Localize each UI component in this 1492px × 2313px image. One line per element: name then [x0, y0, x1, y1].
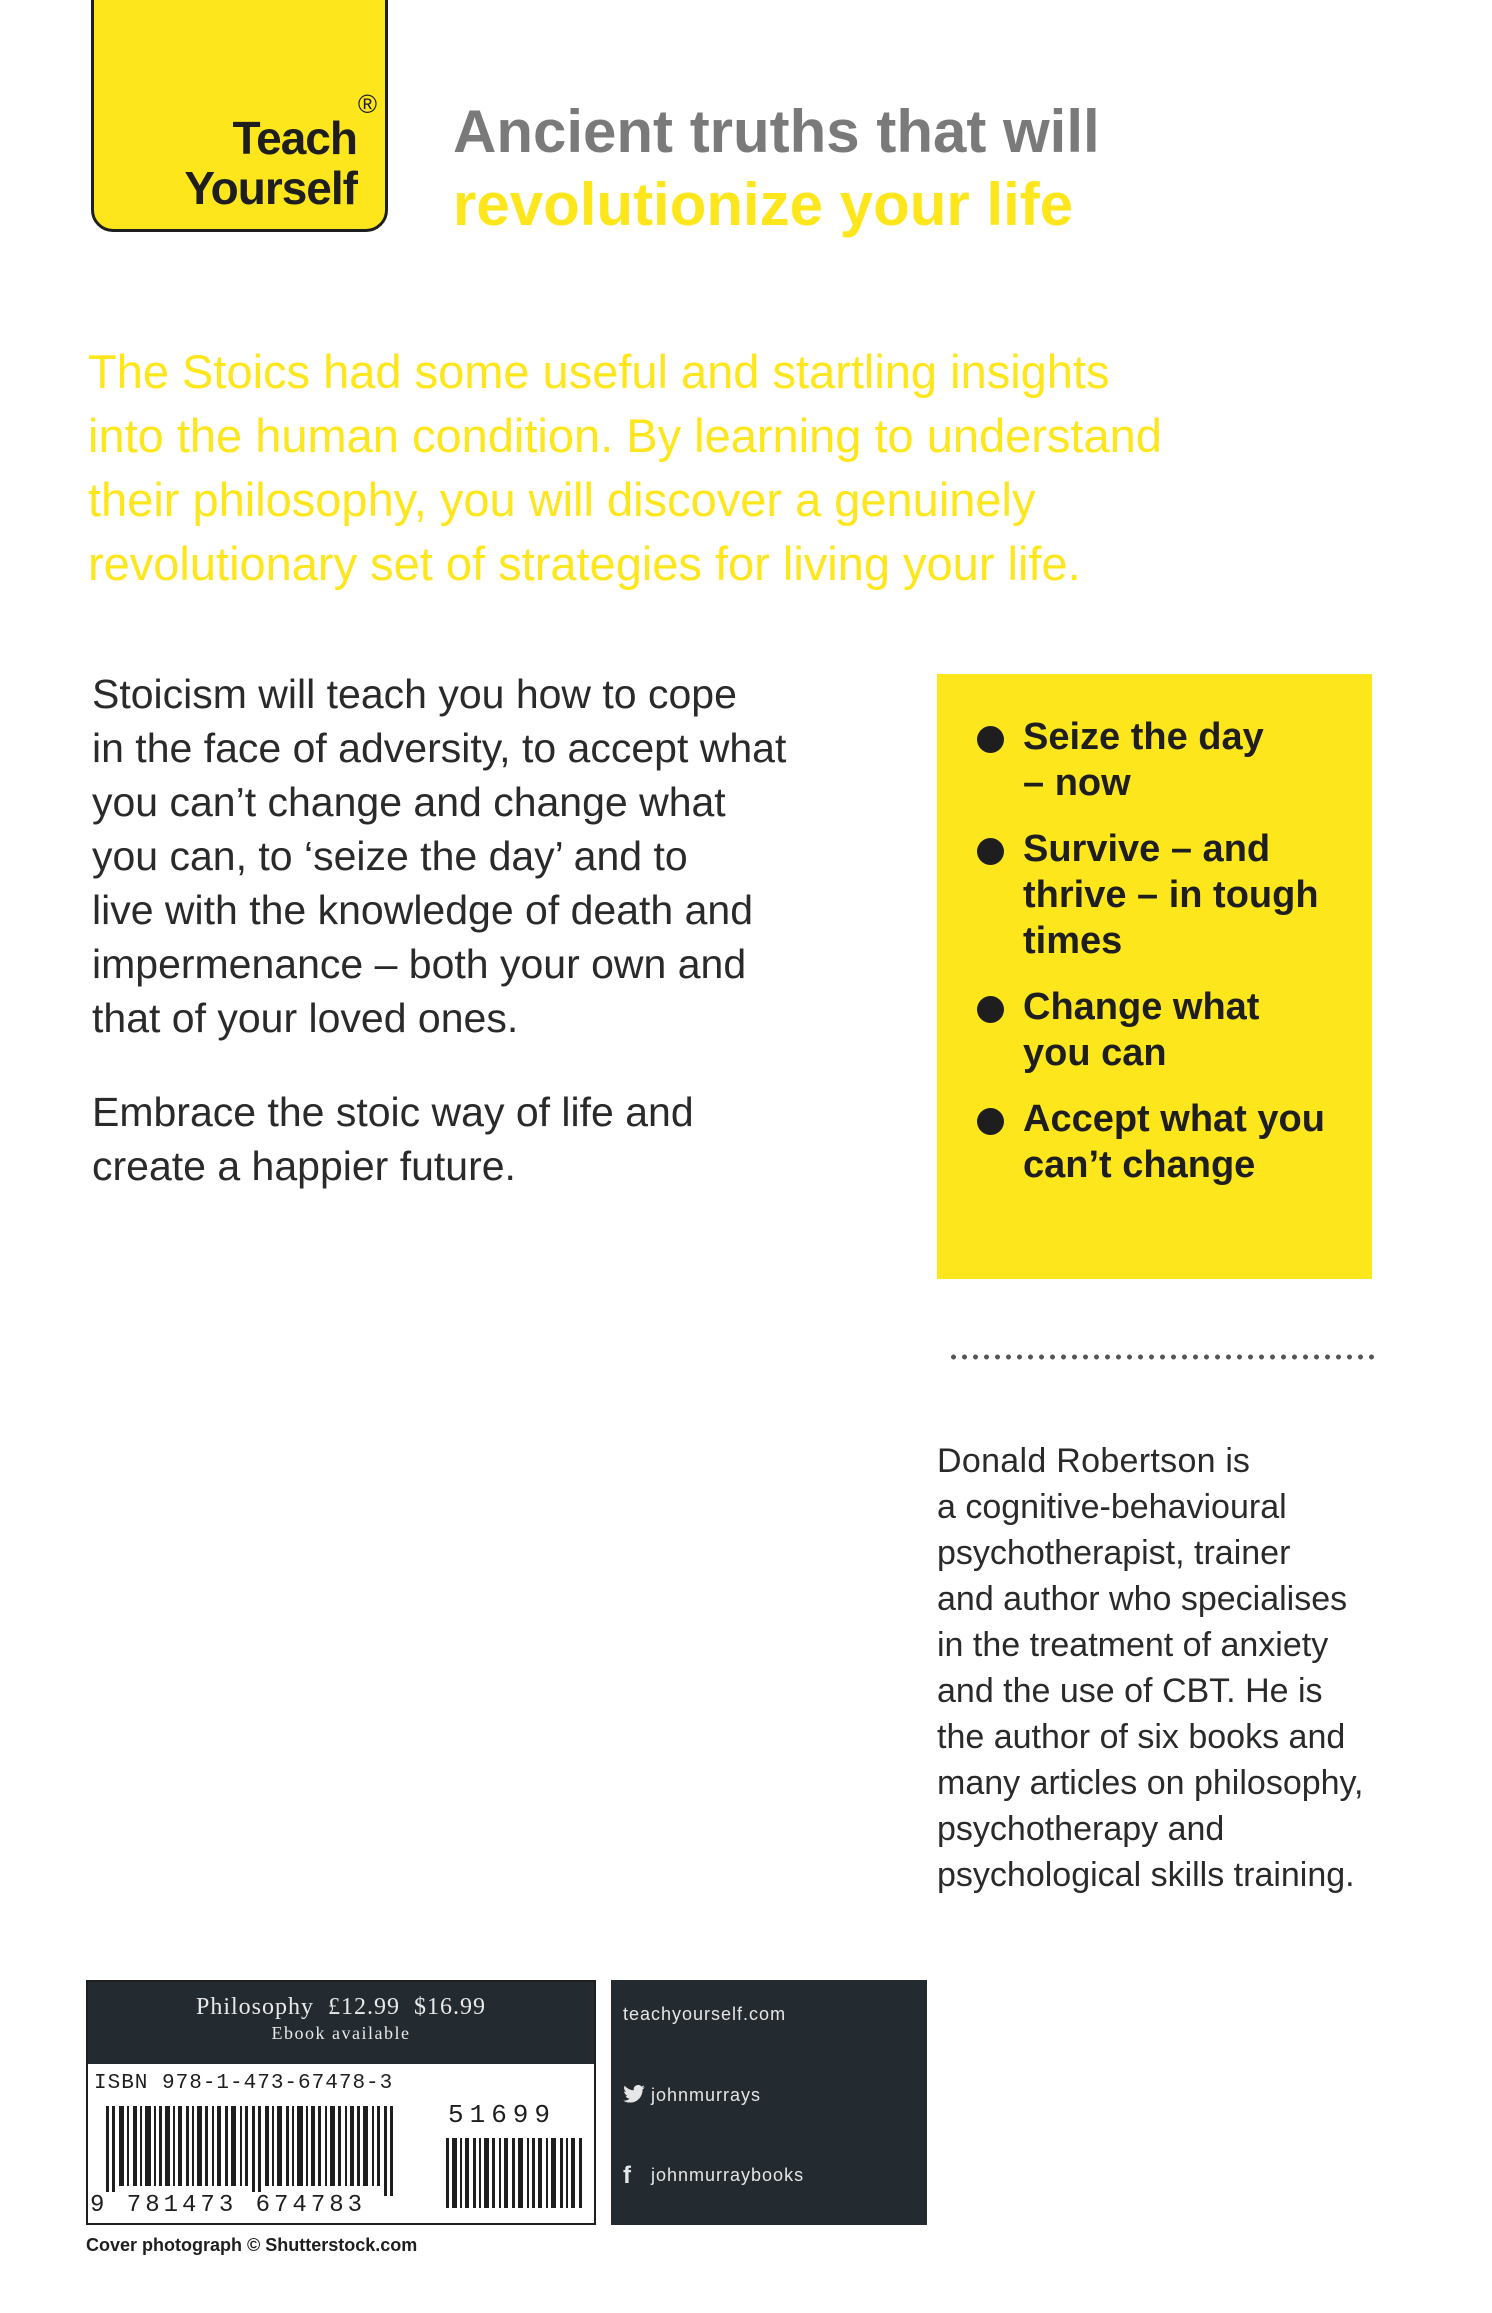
bio-line: and author who specialises	[937, 1580, 1348, 1618]
bio-text: is	[1225, 1442, 1250, 1480]
list-item	[977, 984, 1357, 1076]
highlights-box	[937, 674, 1372, 1279]
body-line: that of your loved ones.	[92, 995, 519, 1041]
author-name: Donald Robertson	[937, 1442, 1216, 1480]
body-line: live with the knowledge of death and	[92, 887, 754, 933]
barcode-addon	[442, 2138, 592, 2208]
headline-line-2: revolutionize your life	[453, 171, 1074, 238]
bio-line: a cognitive-behavioural	[937, 1488, 1287, 1526]
bullet-line: – now	[1023, 762, 1131, 804]
logo-line-1: Teach	[232, 112, 357, 164]
body-line: Stoicism will teach you how to cope	[92, 671, 737, 717]
price-usd: $16.99	[414, 1994, 487, 2020]
body-line: impermenance – both your own and	[92, 941, 747, 987]
bullet-icon	[977, 726, 1004, 753]
bullet-line: Survive – and	[1023, 828, 1271, 870]
intro-line: revolutionary set of strategies for living your life.	[88, 537, 1081, 590]
body-line: in the face of adversity, to accept what	[92, 725, 787, 771]
bio-line: psychological skills training.	[937, 1856, 1355, 1894]
body-paragraph-2	[92, 1085, 892, 1193]
teach-yourself-logo	[91, 0, 388, 232]
body-paragraph-1	[92, 667, 892, 1045]
bullet-text	[1023, 984, 1357, 1076]
intro-line: The Stoics had some useful and startling insights	[88, 345, 1110, 398]
highlights-list	[977, 714, 1357, 1208]
bullet-line: Seize the day	[1023, 716, 1264, 758]
bio-line: the author of six books and	[937, 1718, 1346, 1756]
bio-line: and the use of CBT. He is	[937, 1672, 1323, 1710]
body-line: create a happier future.	[92, 1143, 516, 1189]
logo-line-2: Yourself	[184, 162, 357, 214]
bullet-line: times	[1023, 920, 1123, 962]
bullet-line: thrive – in tough	[1023, 874, 1319, 916]
ebook-note: Ebook available	[271, 2023, 411, 2043]
bullet-text	[1023, 714, 1357, 806]
dotted-divider	[948, 1352, 1374, 1362]
bullet-icon	[977, 996, 1004, 1023]
body-line: you can’t change and change what	[92, 779, 726, 825]
twitter-handle[interactable]: johnmurrays	[651, 2084, 762, 2105]
bio-line: psychotherapy and	[937, 1810, 1225, 1848]
twitter-icon	[623, 2082, 645, 2110]
headline-line-1: Ancient truths that will	[453, 98, 1100, 165]
bullet-line: Change what	[1023, 986, 1260, 1028]
barcode-digits: 9 781473 674783	[90, 2192, 367, 2219]
list-item	[977, 714, 1357, 806]
bullet-icon	[977, 1108, 1004, 1135]
barcode-price-box	[86, 1980, 596, 2225]
price-line	[88, 1982, 594, 2021]
author-bio	[937, 1438, 1397, 1898]
list-item	[977, 1096, 1357, 1188]
logo-text	[184, 113, 357, 213]
isbn-text: ISBN 978-1-473-67478-3	[94, 2072, 394, 2095]
photo-credit: Cover photograph © Shutterstock.com	[86, 2235, 418, 2255]
registered-mark: ®	[357, 89, 377, 119]
bio-line: psychotherapist, trainer	[937, 1534, 1291, 1572]
social-box	[611, 1980, 927, 2225]
facebook-handle[interactable]: johnmurraybooks	[651, 2164, 805, 2185]
body-line: you can, to ‘seize the day’ and to	[92, 833, 688, 879]
bullet-line: you can	[1023, 1032, 1167, 1074]
bullet-line: can’t change	[1023, 1144, 1256, 1186]
addon-digits: 51699	[448, 2100, 557, 2130]
bullet-icon	[977, 838, 1004, 865]
bio-line	[937, 1438, 1397, 1484]
intro-paragraph	[88, 340, 1388, 596]
website-row[interactable]	[623, 2004, 786, 2025]
bio-line: in the treatment of anxiety	[937, 1626, 1329, 1664]
body-line: Embrace the stoic way of life and	[92, 1089, 694, 1135]
intro-line: their philosophy, you will discover a genuinely	[88, 473, 1036, 526]
bullet-text	[1023, 1096, 1357, 1188]
bullet-line: Accept what you	[1023, 1098, 1325, 1140]
category-label: Philosophy	[195, 1994, 315, 2020]
list-item	[977, 826, 1357, 964]
website-link[interactable]: teachyourself.com	[623, 2004, 787, 2024]
facebook-icon: f	[623, 2162, 632, 2189]
twitter-row[interactable]	[623, 2082, 761, 2110]
bio-line: many articles on philosophy,	[937, 1764, 1364, 1802]
price-gbp: £12.99	[328, 1994, 401, 2020]
facebook-row[interactable]	[623, 2162, 804, 2190]
price-bar	[88, 1982, 594, 2064]
intro-line: into the human condition. By learning to understand	[88, 409, 1162, 462]
bullet-text	[1023, 826, 1357, 964]
